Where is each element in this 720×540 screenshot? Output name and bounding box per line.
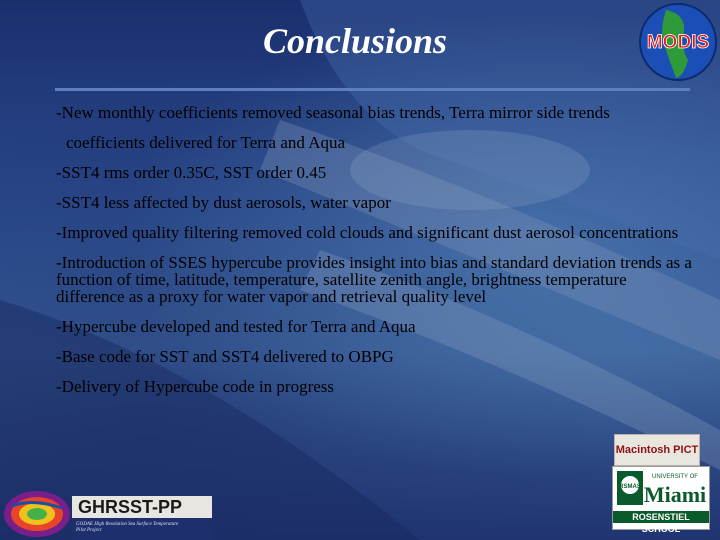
ghrsst-subtitle-line-2: Pilot Project [76,528,102,533]
bullet-1: -New monthly coefficients removed seasonal bias trends, Terra mirror side trends [56,103,610,122]
ghrsst-title: GHRSST-PP [78,497,183,517]
miami-text: Miami [643,482,707,507]
macintosh-pict-placeholder: Macintosh PICT [614,434,700,466]
ghrsst-subtitle-line-1: GODAE High Resolution Sea Surface Temperature [76,522,179,527]
ghrsst-globe-icon [2,488,72,538]
bullet-1-continuation: coefficients delivered for Terra and Aqua [66,133,346,152]
university-of-text: UNIVERSITY OF [652,474,698,480]
bullet-8: -Delivery of Hypercube code in progress [56,377,335,396]
title-divider [55,88,690,91]
bullet-5: -Introduction of SSES hypercube provides insight into bias and standard deviation trends as a function of time, latitude, temperature, satellite zenith angle, brightness temperature difference as a proxy for water vapor and retrieval quality level [56,253,692,306]
rosenstiel-school-label: ROSENSTIEL SCHOOL [613,511,709,523]
bullet-6: -Hypercube developed and tested for Terra and Aqua [56,317,416,336]
ghrsst-subtitle [76,522,212,534]
bullet-3: -SST4 less affected by dust aerosols, water vapor [56,193,391,212]
bullet-4: -Improved quality filtering removed cold clouds and significant dust aerosol concentrations [56,223,679,242]
university-miami-logo [612,466,710,534]
university-miami-emblem [613,467,709,511]
bullet-7: -Base code for SST and SST4 delivered to OBPG [56,347,394,366]
slide-title: Conclusions [262,21,448,61]
rsmas-text: RSMAS [619,484,641,490]
modis-logo-text: MODIS [646,32,710,53]
bullet-2: -SST4 rms order 0.35C, SST order 0.45 [56,163,327,182]
modis-logo [636,2,720,82]
bullet-list [56,104,696,408]
